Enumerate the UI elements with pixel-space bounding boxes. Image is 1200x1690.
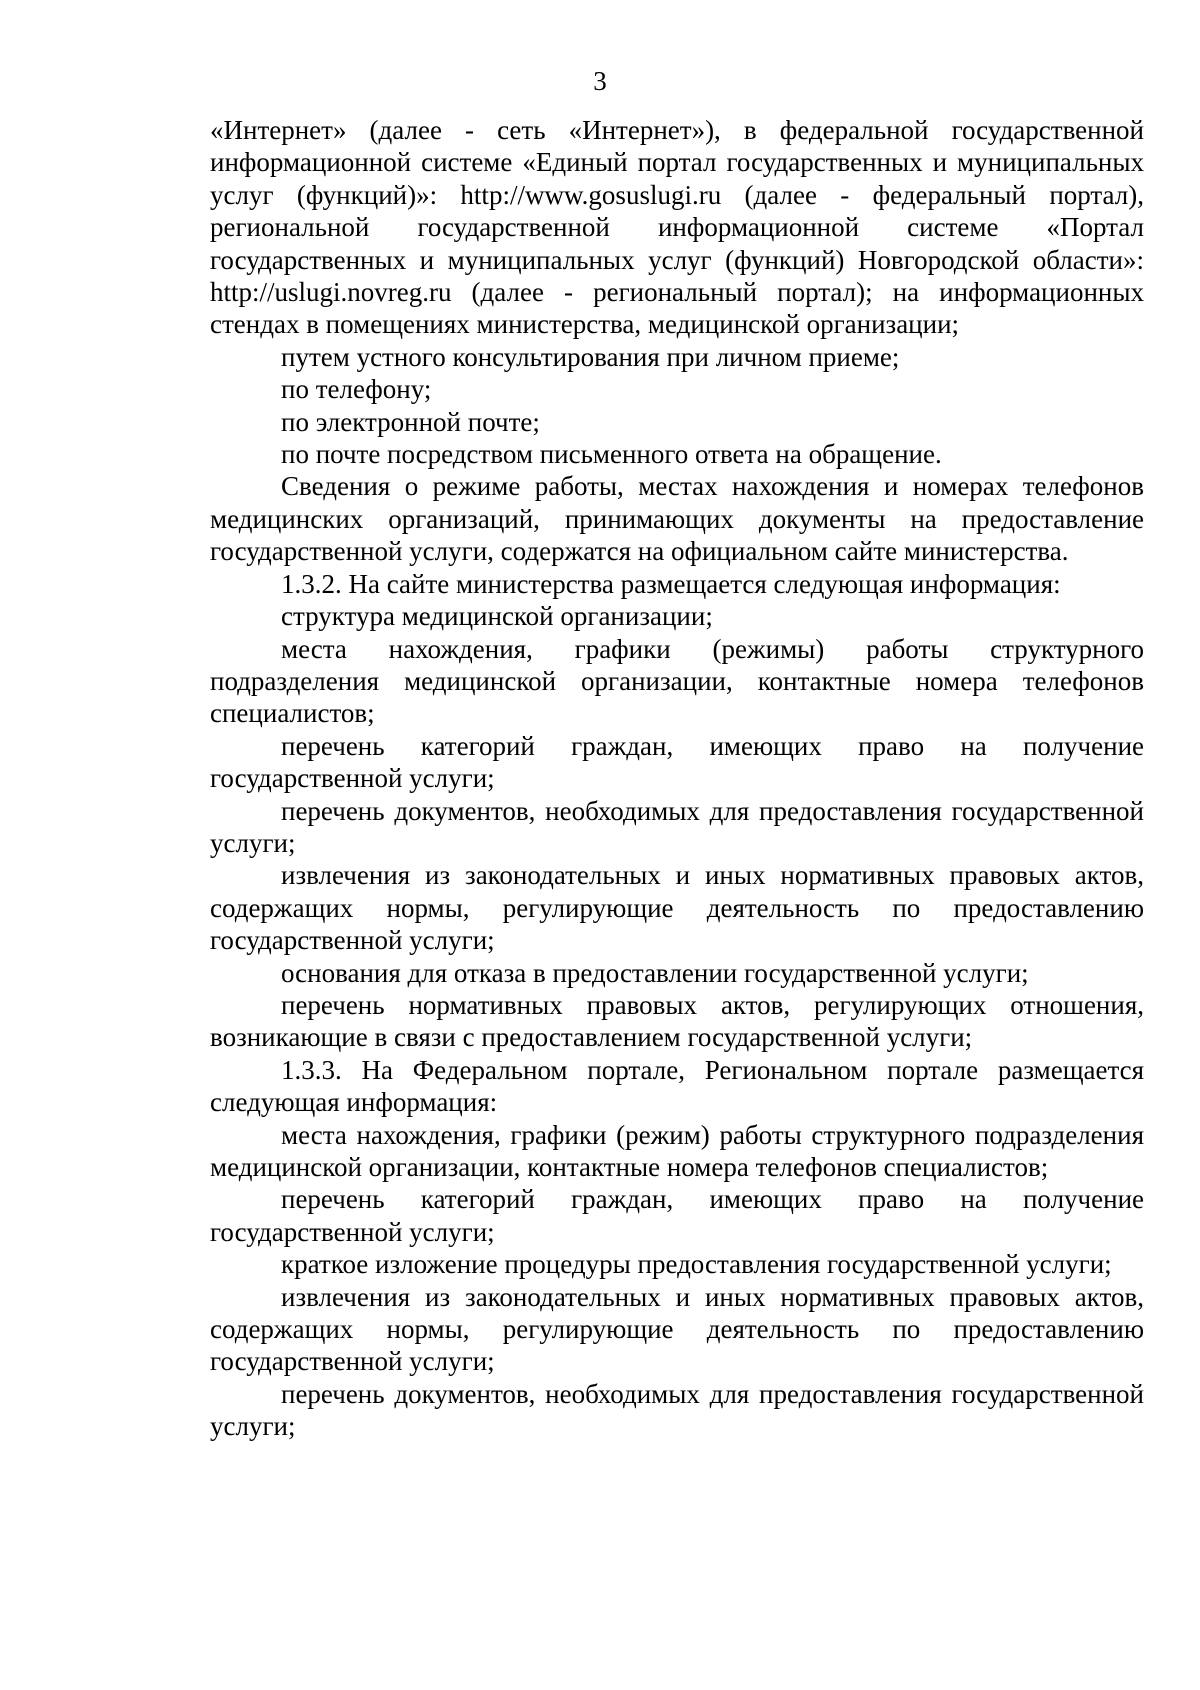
list-item-structure: структура медицинской организации; bbox=[281, 601, 713, 632]
list-item-email: по электронной почте; bbox=[281, 406, 540, 437]
list-item-citizen-categories-portal: перечень категорий граждан, имеющих право на получение государственной услуги; bbox=[210, 1184, 1144, 1247]
paragraph-internet-sources: «Интернет» (далее - сеть «Интернет»), в федеральной государственной информационной системе «Единый портал государственных и муниципальных услуг (функций)»: http://www.gosuslugi.ru (далее - федеральный портал), региональной государственной информационной системе «Портал государственных и муниципальных услуг (функций) Новгородской области»: http://uslugi.novreg.ru (далее - региональный портал); на информационных стендах в помещениях министерства, медицинской организации; bbox=[210, 115, 1144, 340]
list-item-postal-mail: по почте посредством письменного ответа на обращение. bbox=[281, 439, 942, 470]
paragraph-work-schedule-info: Сведения о режиме работы, местах нахождения и номерах телефонов медицинских организаций, принимающих документы на предоставление государственной услуги, содержатся на официальном сайте министерства. bbox=[210, 471, 1144, 567]
list-item-legal-extracts: извлечения из законодательных и иных нормативных правовых актов, содержащих нормы, регулирующие деятельность по предоставлению государственной услуги; bbox=[210, 860, 1144, 956]
list-item-phone: по телефону; bbox=[281, 374, 432, 405]
list-item-citizen-categories: перечень категорий граждан, имеющих право на получение государственной услуги; bbox=[210, 730, 1144, 794]
list-item-procedure-summary: краткое изложение процедуры предоставления государственной услуги; bbox=[281, 1249, 1112, 1280]
list-item-refusal-grounds: основания для отказа в предоставлении государственной услуги; bbox=[281, 957, 1029, 988]
document-body bbox=[210, 114, 1144, 1443]
list-item-legal-acts: перечень нормативных правовых актов, регулирующих отношения, возникающие в связи с предоставлением государственной услуги; bbox=[210, 989, 1144, 1053]
section-1-3-2-heading: 1.3.2. На сайте министерства размещается следующая информация: bbox=[281, 568, 1061, 599]
list-item-documents: перечень документов, необходимых для предоставления государственной услуги; bbox=[210, 795, 1144, 858]
list-item-legal-extracts-portal: извлечения из законодательных и иных нормативных правовых актов, содержащих нормы, регулирующие деятельность по предоставлению государственной услуги; bbox=[210, 1281, 1144, 1377]
list-item-locations-schedules: места нахождения, графики (режимы) работы структурного подразделения медицинской организации, контактные номера телефонов специалистов; bbox=[210, 633, 1144, 729]
list-item-locations-schedules-portal: места нахождения, графики (режим) работы структурного подразделения медицинской организации, контактные номера телефонов специалистов; bbox=[210, 1119, 1144, 1182]
page-number: 3 bbox=[593, 66, 607, 96]
list-item-oral-consultation: путем устного консультирования при личном приеме; bbox=[281, 341, 900, 372]
section-1-3-3-heading: 1.3.3. На Федеральном портале, Региональном портале размещается следующая информация: bbox=[210, 1054, 1144, 1118]
list-item-documents-portal: перечень документов, необходимых для предоставления государственной услуги; bbox=[210, 1378, 1144, 1442]
